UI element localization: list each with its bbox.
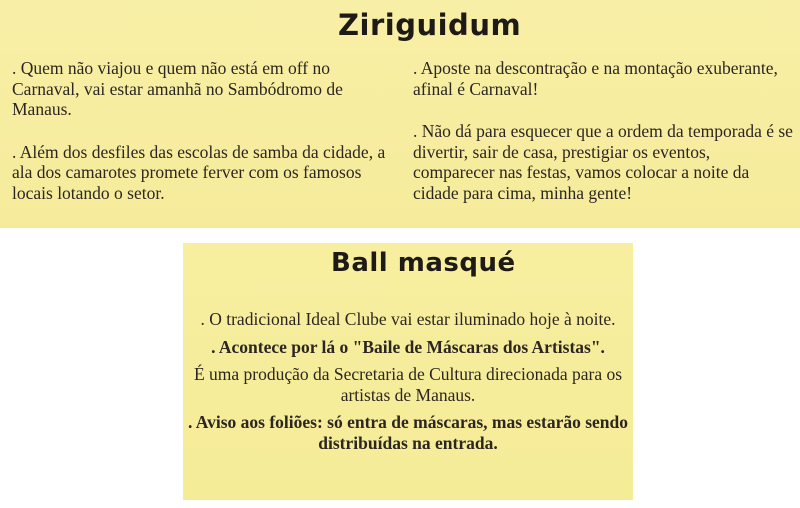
ball-masque-title: Ball masqué [331,248,516,278]
ball-paragraph-3: É uma produção da Secretaria de Cultura direcionada para os artistas de Manaus. [193,364,623,405]
right-paragraph-1: . Aposte na descontração e na montação exuberante, afinal é Carnaval! [413,58,778,99]
ziriguidum-title: Ziriguidum [338,8,522,42]
ball-masque-body [183,309,633,460]
ziriguidum-clipping [0,0,800,228]
left-paragraph-2: . Além dos desfiles das escolas de samba da cidade, a ala dos camarotes promete ferver com os famosos locais lotando o setor. [12,141,386,203]
ball-paragraph-2: . Acontece por lá o "Baile de Máscaras dos Artistas". [211,336,605,357]
left-column [12,58,397,225]
right-paragraph-2: . Não dá para esquecer que a ordem da temporada é se divertir, sair de casa, prestigiar os eventos, comparecer nas festas, vamos colocar a noite da cidade para cima, minha gente! [413,121,793,203]
left-paragraph-1: . Quem não viajou e quem não está em off no Carnaval, vai estar amanhã no Sambódromo de Manaus. [12,58,343,119]
ball-paragraph-1: . O tradicional Ideal Clube vai estar iluminado hoje à noite. [200,309,616,329]
ball-masque-clipping [183,243,633,500]
ball-paragraph-4: . Aviso aos foliões: só entra de máscaras, mas estarão sendo distribuídas na entrada. [187,412,629,453]
right-column [413,58,793,225]
